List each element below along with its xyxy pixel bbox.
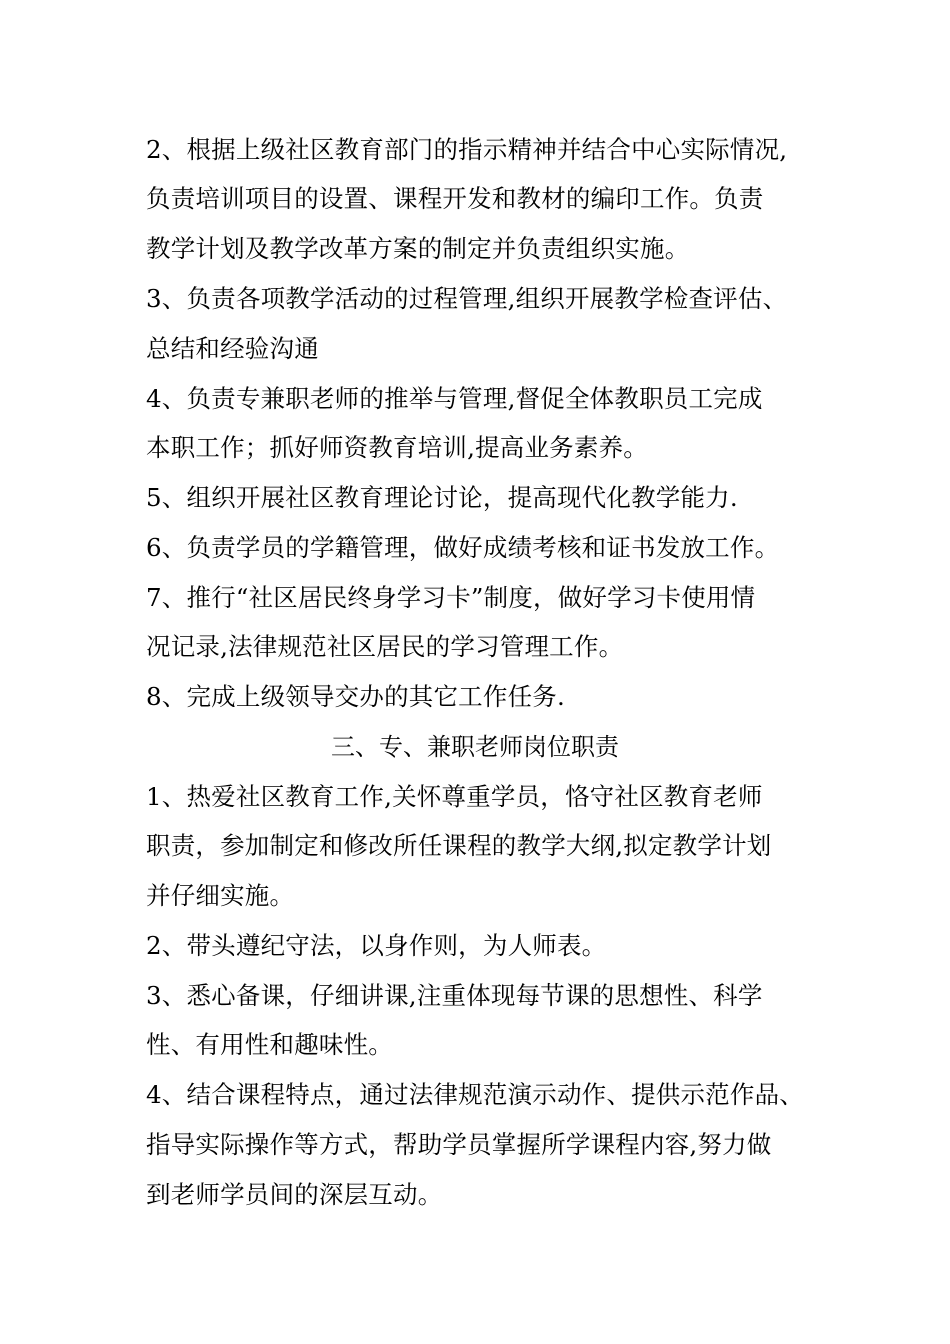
section2-item8-line1: 8、完成上级领导交办的其它工作任务. [146, 682, 565, 711]
section2-item7-line2: 况记录,法律规范社区居民的学习管理工作。 [146, 632, 624, 661]
section3-item1-line1: 1、热爱社区教育工作,关怀尊重学员，恪守社区教育老师 [146, 782, 763, 811]
section2-item2-line3: 教学计划及教学改革方案的制定并负责组织实施。 [146, 234, 690, 263]
section2-item7-line1: 7、推行“社区居民终身学习卡”制度，做好学习卡使用情 [146, 583, 756, 612]
section3-item1-line3: 并仔细实施。 [146, 881, 295, 910]
section3-item3-line2: 性、有用性和趣味性。 [146, 1030, 393, 1059]
section3-item2-line1: 2、带头遵纪守法，以身作则，为人师表。 [146, 931, 607, 960]
section2-item4-line2: 本职工作；抓好师资教育培训,提高业务素养。 [146, 433, 648, 462]
section3-item1-line2: 职责，参加制定和修改所任课程的教学大纲,拟定教学计划 [146, 831, 772, 860]
section3-item3-line1: 3、悉心备课，仔细讲课,注重体现每节课的思想性、科学 [146, 981, 763, 1010]
section2-item2-line1: 2、根据上级社区教育部门的指示精神并结合中心实际情况, [146, 135, 788, 164]
section3-item4-line3: 到老师学员间的深层互动。 [146, 1180, 443, 1209]
section2-item3-line1: 3、负责各项教学活动的过程管理,组织开展教学检查评估、 [146, 284, 788, 313]
section2-item2-line2: 负责培训项目的设置、课程开发和教材的编印工作。负责 [146, 184, 764, 213]
section2-item3-line2: 总结和经验沟通 [146, 334, 319, 363]
section3-heading: 三、专、兼职老师岗位职责 [331, 733, 619, 761]
section3-item4-line2: 指导实际操作等方式，帮助学员掌握所学课程内容,努力做 [146, 1130, 772, 1159]
section2-item5-line1: 5、组织开展社区教育理论讨论，提高现代化教学能力. [146, 483, 738, 512]
section2-item4-line1: 4、负责专兼职老师的推举与管理,督促全体教职员工完成 [146, 384, 763, 413]
section2-item6-line1: 6、负责学员的学籍管理，做好成绩考核和证书发放工作。 [146, 533, 780, 562]
section3-item4-line1: 4、结合课程特点，通过法律规范演示动作、提供示范作品、 [146, 1080, 804, 1109]
